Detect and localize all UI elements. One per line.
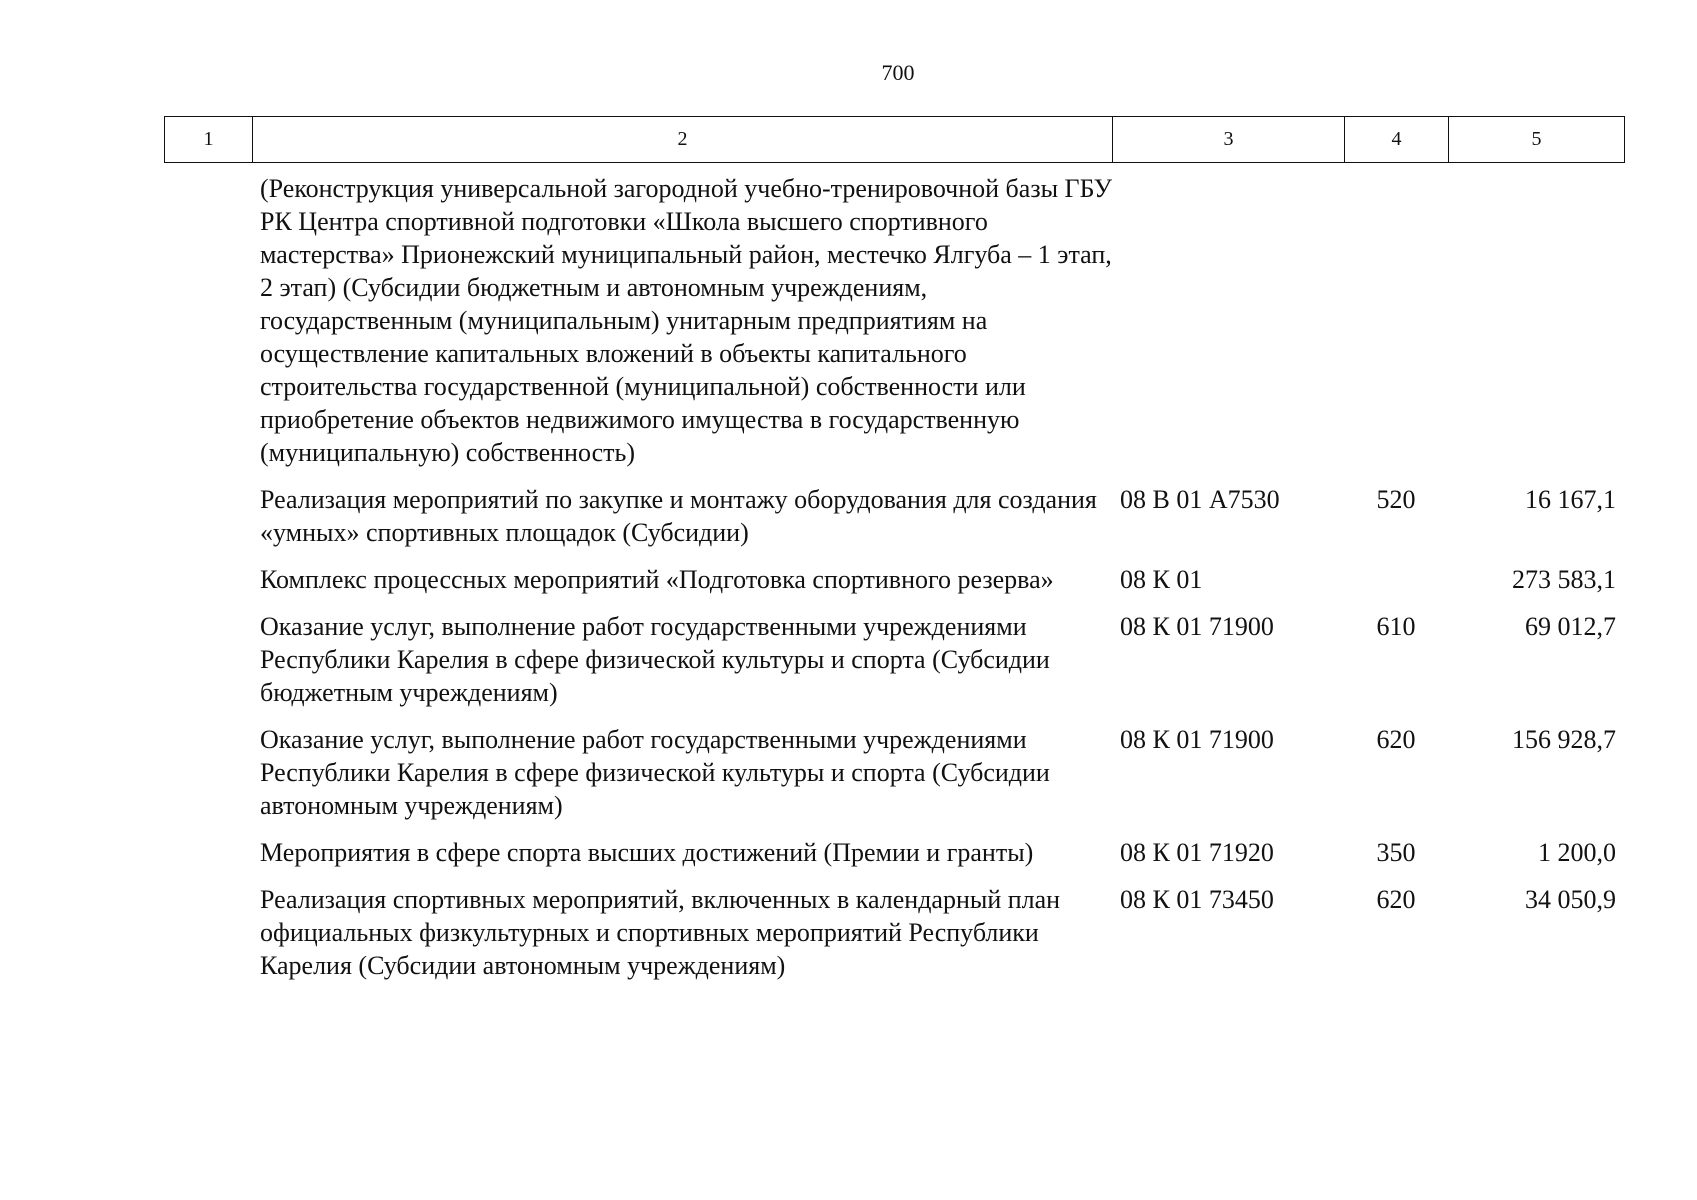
item-type: 520 xyxy=(1376,485,1416,514)
item-code: 08 К 01 71920 xyxy=(1120,838,1274,867)
item-code: 08 К 01 71900 xyxy=(1120,725,1274,754)
item-name: Реализация спортивных мероприятий, включенных в календарный план официальных физкультурных и спортивных мероприятий Республики Карелия (Субсидии автономным учреждениям) xyxy=(260,885,1061,980)
page-number: 700 xyxy=(881,60,915,85)
table-header xyxy=(164,116,1625,163)
header-row xyxy=(165,117,1625,163)
item-name: Комплекс процессных мероприятий «Подготовка спортивного резерва» xyxy=(260,565,1054,594)
item-amount: 34 050,9 xyxy=(1525,885,1616,914)
header-col-5: 5 xyxy=(1449,117,1625,163)
item-code: 08 К 01 xyxy=(1120,565,1203,594)
item-type xyxy=(1344,172,1448,469)
table-row xyxy=(164,610,1624,709)
item-amount: 16 167,1 xyxy=(1525,485,1616,514)
table-row xyxy=(164,723,1624,822)
item-code: 08 К 01 71900 xyxy=(1120,612,1274,641)
item-name: (Реконструкция универсальной загородной учебно-тренировочной базы ГБУ РК Центра спортивной подготовки «Школа высшего спортивного мастерства» Прионежский муниципальный район, местечко Ялгуба – 1 этап, 2 этап) (Субсидии бюджетным и автономным учреждениям, государственным (муниципальным) унитарным предприятиям на осуществление капитальных вложений в объекты капитального строительства государственной (муниципальной) собственности или приобретение объектов недвижимого имущества в государственную (муниципальную) собственность) xyxy=(260,174,1113,467)
row-number-cell xyxy=(164,723,252,822)
row-number-cell xyxy=(164,172,252,469)
table-row xyxy=(164,563,1624,596)
row-number-cell xyxy=(164,563,252,596)
table-row xyxy=(164,483,1624,549)
item-type: 350 xyxy=(1376,838,1416,867)
item-name: Реализация мероприятий по закупке и монтажу оборудования для создания «умных» спортивных площадок (Субсидии) xyxy=(260,485,1097,547)
item-name: Мероприятия в сфере спорта высших достижений (Премии и гранты) xyxy=(260,838,1034,867)
item-name: Оказание услуг, выполнение работ государственными учреждениями Республики Карелия в сфере физической культуры и спорта (Субсидии автономным учреждениям) xyxy=(260,725,1050,820)
item-amount: 273 583,1 xyxy=(1512,565,1616,594)
header-col-2: 2 xyxy=(253,117,1113,163)
row-number-cell xyxy=(164,610,252,709)
item-type xyxy=(1344,563,1448,596)
header-col-4: 4 xyxy=(1345,117,1449,163)
item-name: Оказание услуг, выполнение работ государственными учреждениями Республики Карелия в сфере физической культуры и спорта (Субсидии бюджетным учреждениям) xyxy=(260,612,1050,707)
table-row xyxy=(164,836,1624,869)
item-amount xyxy=(1448,172,1624,469)
header-col-3: 3 xyxy=(1113,117,1345,163)
table-row xyxy=(164,883,1624,982)
item-type: 620 xyxy=(1376,885,1416,914)
item-type: 620 xyxy=(1376,725,1416,754)
item-code: 08 К 01 73450 xyxy=(1120,885,1274,914)
item-code xyxy=(1112,172,1344,469)
item-amount: 156 928,7 xyxy=(1512,725,1616,754)
item-amount: 1 200,0 xyxy=(1538,838,1616,867)
item-amount: 69 012,7 xyxy=(1525,612,1616,641)
header-col-1: 1 xyxy=(165,117,253,163)
item-type: 610 xyxy=(1376,612,1416,641)
table-body xyxy=(164,172,1624,996)
row-number-cell xyxy=(164,483,252,549)
item-code: 08 В 01 А7530 xyxy=(1120,485,1280,514)
row-number-cell xyxy=(164,883,252,982)
row-number-cell xyxy=(164,836,252,869)
table-row xyxy=(164,172,1624,469)
